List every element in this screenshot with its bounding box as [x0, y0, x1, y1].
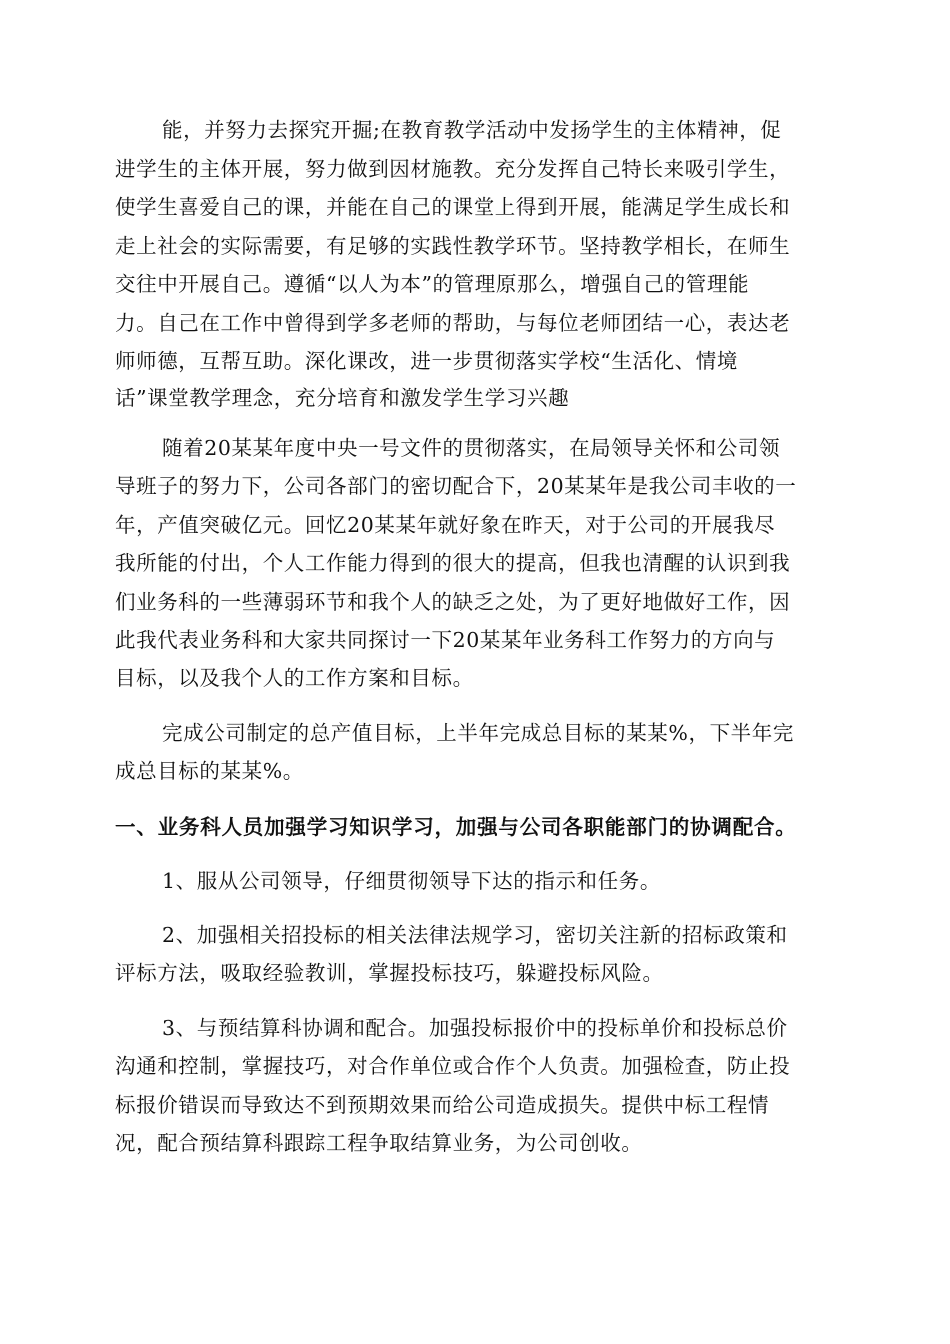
list-item-3-line-1: 3、与预结算科协调和配合。加强投标报价中的投标单价和投标总价: [162, 1016, 788, 1040]
paragraph-2-line-7: 目标，以及我个人的工作方案和目标。: [115, 666, 474, 690]
paragraph-2-line-4: 我所能的付出，个人工作能力得到的很大的提高，但我也清醒的认识到我: [115, 551, 791, 575]
paragraph-1-line-1: 能，并努力去探究开掘;在教育教学活动中发扬学生的主体精神，促: [162, 118, 782, 142]
paragraph-1-line-5: 交往中开展自己。遵循“以人为本”的管理原那么，增强自己的管理能: [115, 272, 750, 296]
paragraph-3-line-1: 完成公司制定的总产值目标，上半年完成总目标的某某%，下半年完: [162, 721, 794, 745]
list-item-2-line-1: 2、加强相关招投标的相关法律法规学习，密切关注新的招标政策和: [162, 923, 788, 947]
list-item-2-line-2: 评标方法，吸取经验教训，掌握投标技巧，躲避投标风险。: [115, 961, 664, 985]
paragraph-3-line-2: 成总目标的某某%。: [115, 759, 304, 783]
paragraph-2-line-3: 年，产值突破亿元。回忆20某某年就好象在昨天，对于公司的开展我尽: [115, 513, 776, 537]
paragraph-2-line-5: 们业务科的一些薄弱环节和我个人的缺乏之处，为了更好地做好工作，因: [115, 590, 791, 614]
paragraph-1-line-8: 话”课堂教学理念，充分培育和激发学生学习兴趣: [115, 386, 570, 410]
paragraph-2-line-6: 此我代表业务科和大家共同探讨一下20某某年业务科工作努力的方向与: [115, 628, 776, 652]
paragraph-1-line-7: 师师德，互帮互助。深化课改，进一步贯彻落实学校“生活化、情境: [115, 349, 738, 373]
list-item-3-line-4: 况，配合预结算科跟踪工程争取结算业务，为公司创收。: [115, 1131, 643, 1155]
list-item-1-line-1: 1、服从公司领导，仔细贯彻领导下达的指示和任务。: [162, 869, 661, 893]
list-item-3-line-3: 标报价错误而导致达不到预期效果而给公司造成损失。提供中标工程情: [115, 1093, 770, 1117]
section-heading-1: 一、业务科人员加强学习知识学习，加强与公司各职能部门的协调配合。: [115, 815, 797, 839]
paragraph-1-line-4: 走上社会的实际需要，有足够的实践性教学环节。坚持教学相长，在师生: [115, 234, 791, 258]
list-item-3-line-2: 沟通和控制，掌握技巧，对合作单位或合作个人负责。加强检查，防止投: [115, 1054, 791, 1078]
paragraph-2-line-1: 随着20某某年度中央一号文件的贯彻落实，在局领导关怀和公司领: [162, 436, 781, 460]
paragraph-2-line-2: 导班子的努力下，公司各部门的密切配合下，20某某年是我公司丰收的一: [115, 474, 797, 498]
paragraph-1-line-3: 使学生喜爱自己的课，并能在自己的课堂上得到开展，能满足学生成长和: [115, 195, 791, 219]
paragraph-1-line-2: 进学生的主体开展，努力做到因材施教。充分发挥自己特长来吸引学生，: [115, 157, 791, 181]
paragraph-1-line-6: 力。自己在工作中曾得到学多老师的帮助，与每位老师团结一心，表达老: [115, 311, 791, 335]
